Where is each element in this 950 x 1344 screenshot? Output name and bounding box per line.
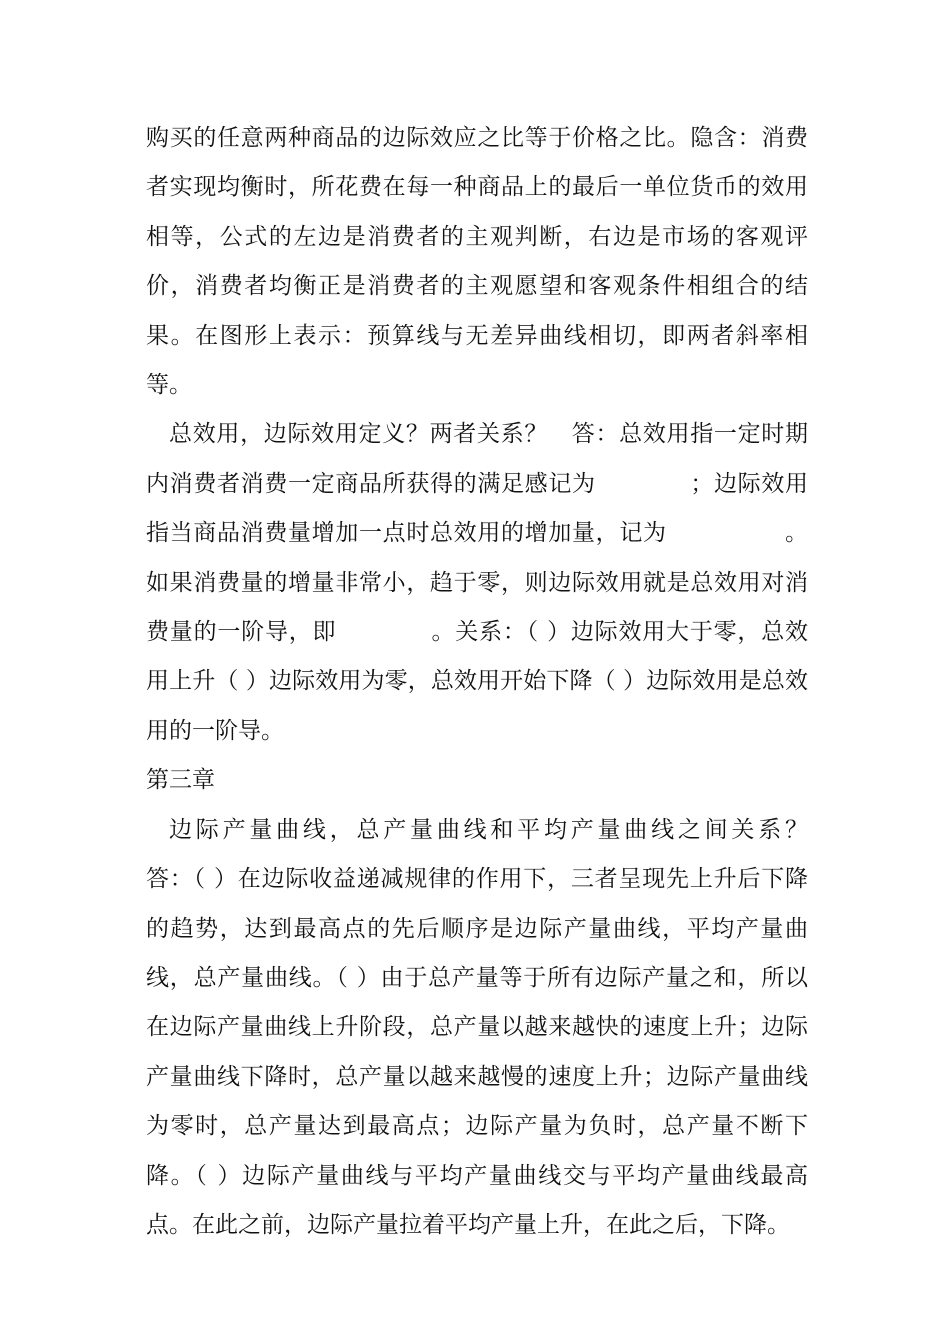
chapter-heading: 第三章: [146, 767, 215, 794]
paragraph-consumer-equilibrium: 购买的任意两种商品的边际效应之比等于价格之比。隐含：消费者实现均衡时，所花费在每一种商品上的最后一单位货币的效用相等，公式的左边是消费者的主观判断，右边是市场的客观评价，消费者均衡正是消费者的主观愿望和客观条件相组合的结果。在图形上表示：预算线与无差异曲线相切，即两者斜率相等。: [146, 125, 808, 399]
document-page: [146, 114, 854, 1250]
paragraph-production-curves: 边际产量曲线，总产量曲线和平均产量曲线之间关系？ 答：（ ）在边际收益递减规律的作用下，三者呈现先上升后下降的趋势，达到最高点的先后顺序是边际产量曲线，平均产量曲线，总产量曲线。（ ）由于总产量等于所有边际产量之和，所以在边际产量曲线上升阶段，总产量以越来越快的速度上升；边际产量曲线下降时，总产量以越来越慢的速度上升；边际产量曲线为零时，总产量达到最高点；边际产量为负时，总产量不断下降。（ ）边际产量曲线与平均产量曲线交与平均产量曲线最高点。在此之前，边际产量拉着平均产量上升，在此之后，下降。: [146, 816, 854, 1238]
paragraph-total-marginal-utility: 总效用，边际效用定义？两者关系？ 答：总效用指一定时期内消费者消费一定商品所获得的满足感记为 ；边际效用指当商品消费量增加一点时总效用的增加量，记为 。如果消费量的增量非常小，趋于零，则边际效用就是总效用对消费量的一阶导，即 。关系：（ ）边际效用大于零，总效用上升（ ）边际效用为零，总效用开始下降（ ）边际效用是总效用的一阶导。: [146, 421, 808, 744]
